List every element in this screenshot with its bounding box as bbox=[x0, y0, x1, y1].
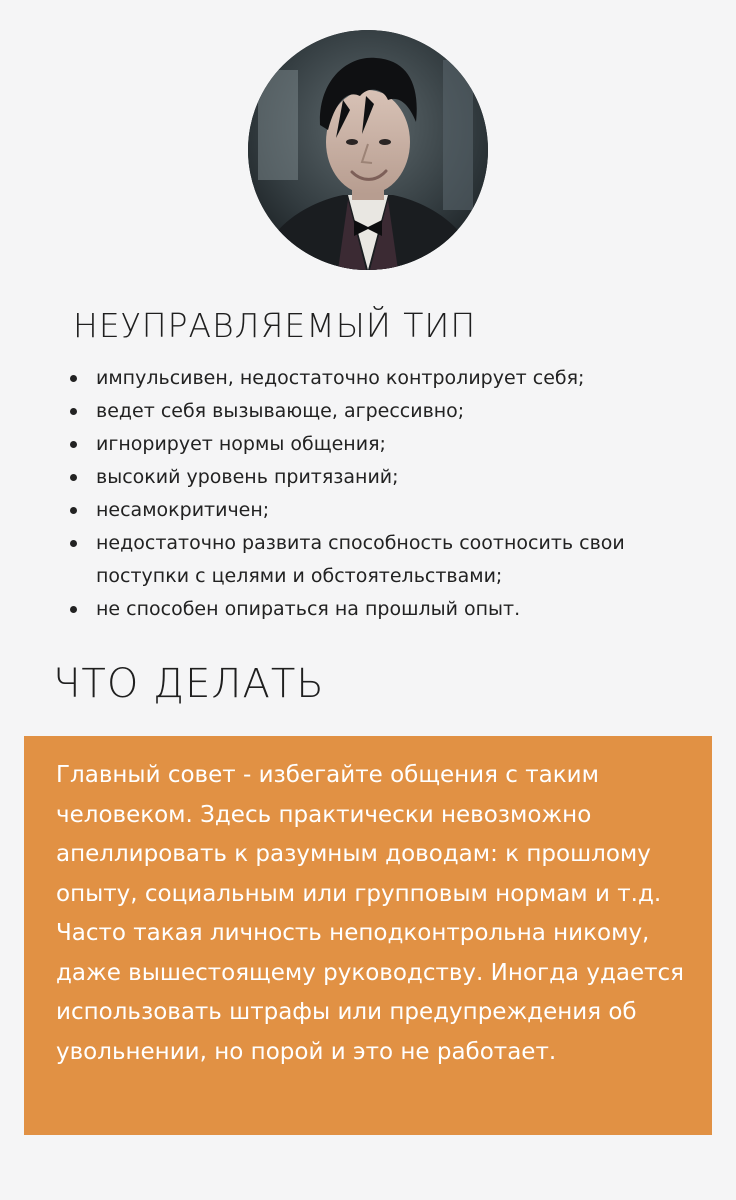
trait-text: импульсивен, недостаточно контролирует себя; bbox=[96, 367, 585, 389]
portrait-photo-icon bbox=[248, 30, 488, 270]
advice-section-title: ЧТО ДЕЛАТЬ bbox=[53, 661, 325, 707]
bullet-icon bbox=[70, 441, 77, 448]
trait-text: несамокритичен; bbox=[96, 499, 270, 521]
bullet-icon bbox=[70, 474, 77, 481]
avatar bbox=[248, 30, 488, 270]
trait-text: недостаточно развита способность соотносить свои поступки с целями и обстоятельствами; bbox=[96, 532, 625, 587]
list-item bbox=[70, 395, 690, 428]
type-section-title: НЕУПРАВЛЯЕМЫЙ ТИП bbox=[73, 306, 477, 345]
bullet-icon bbox=[70, 606, 77, 613]
bullet-icon bbox=[70, 507, 77, 514]
traits-list bbox=[70, 362, 690, 626]
bullet-icon bbox=[70, 408, 77, 415]
list-item bbox=[70, 593, 690, 626]
trait-text: не способен опираться на прошлый опыт. bbox=[96, 598, 521, 620]
list-item bbox=[70, 362, 690, 395]
list-item bbox=[70, 527, 690, 593]
advice-box bbox=[24, 736, 712, 1135]
trait-text: высокий уровень притязаний; bbox=[96, 466, 399, 488]
list-item bbox=[70, 428, 690, 461]
trait-text: ведет себя вызывающе, агрессивно; bbox=[96, 400, 465, 422]
advice-text: Главный совет - избегайте общения с таким человеком. Здесь практически невозможно апеллировать к разумным доводам: к прошлому опыту, социальным или групповым нормам и т.д. Часто такая личность неподконтрольна никому, даже вышестоящему руководству. Иногда удается использовать штрафы или предупреждения об увольнении, но порой и это не работает. bbox=[56, 762, 685, 1065]
trait-text: игнорирует нормы общения; bbox=[96, 433, 386, 455]
bullet-icon bbox=[70, 375, 77, 382]
list-item bbox=[70, 461, 690, 494]
list-item bbox=[70, 494, 690, 527]
bullet-icon bbox=[70, 540, 77, 547]
